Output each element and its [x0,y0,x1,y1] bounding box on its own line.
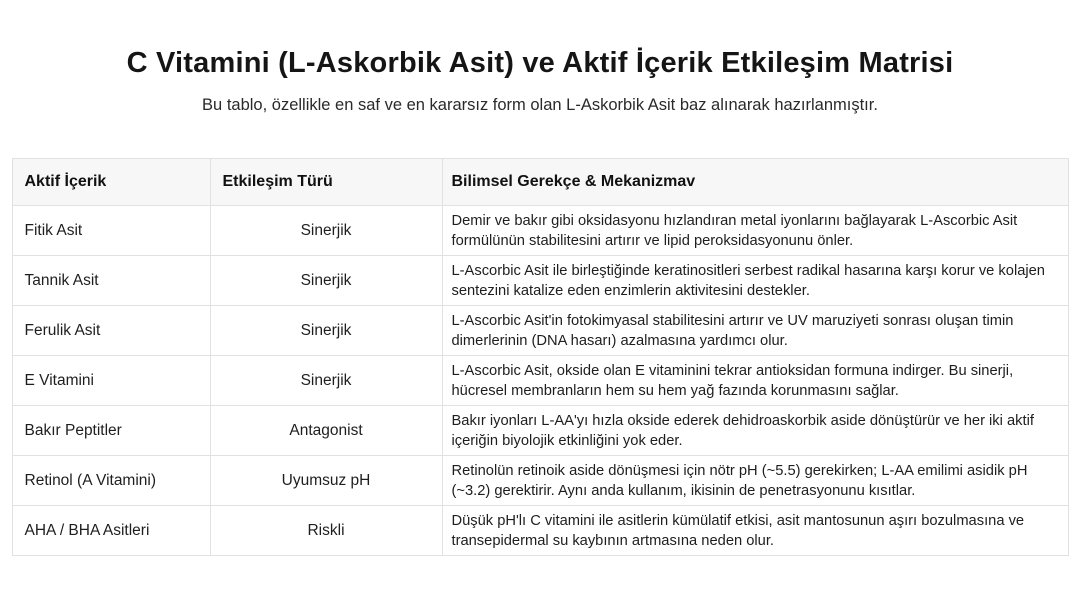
cell-ingredient: AHA / BHA Asitleri [12,506,210,556]
table-row [12,356,1068,406]
column-header-rationale: Bilimsel Gerekçe & Mekanizmav [442,159,1068,206]
cell-interaction: Sinerjik [210,356,442,406]
cell-interaction: Riskli [210,506,442,556]
cell-ingredient: Bakır Peptitler [12,406,210,456]
cell-ingredient: Fitik Asit [12,206,210,256]
cell-rationale: L-Ascorbic Asit, okside olan E vitaminini tekrar antioksidan formuna indirger. Bu sinerji, hücresel membranların hem su hem yağ fazında korunmasını sağlar. [442,356,1068,406]
column-header-ingredient: Aktif İçerik [12,159,210,206]
cell-rationale: Retinolün retinoik aside dönüşmesi için nötr pH (~5.5) gerekirken; L-AA emilimi asidik pH (~3.2) gerektirir. Aynı anda kullanım, ikisinin de penetrasyonunu kısıtlar. [442,456,1068,506]
cell-ingredient: E Vitamini [12,356,210,406]
page-title: C Vitamini (L-Askorbik Asit) ve Aktif İçerik Etkileşim Matrisi [126,47,954,79]
cell-rationale: Demir ve bakır gibi oksidasyonu hızlandıran metal iyonlarını bağlayarak L-Ascorbic Asit formülünün stabilitesini artırır ve lipid peroksidasyonunu önler. [442,206,1068,256]
table-row [12,406,1068,456]
cell-ingredient: Retinol (A Vitamini) [12,456,210,506]
cell-rationale: L-Ascorbic Asit'in fotokimyasal stabilitesini artırır ve UV maruziyeti sonrası oluşan timin dimerlerinin (DNA hasarı) azalmasına yardımcı olur. [442,306,1068,356]
cell-rationale: L-Ascorbic Asit ile birleştiğinde keratinositleri serbest radikal hasarına karşı korur ve kolajen sentezini katalize eden enzimlerin aktivitesini destekler. [442,256,1068,306]
column-header-interaction: Etkileşim Türü [210,159,442,206]
table-row [12,506,1068,556]
table-header-row [12,159,1068,206]
cell-interaction: Sinerjik [210,206,442,256]
cell-ingredient: Ferulik Asit [12,306,210,356]
cell-ingredient: Tannik Asit [12,256,210,306]
cell-rationale: Düşük pH'lı C vitamini ile asitlerin kümülatif etkisi, asit mantosunun aşırı bozulmasına ve transepidermal su kaybının artmasına neden olur. [442,506,1068,556]
table-row [12,306,1068,356]
cell-interaction: Antagonist [210,406,442,456]
page-subtitle: Bu tablo, özellikle en saf ve en kararsız form olan L-Askorbik Asit baz alınarak hazırlanmıştır. [202,96,878,114]
cell-interaction: Sinerjik [210,306,442,356]
table-row [12,456,1068,506]
cell-interaction: Uyumsuz pH [210,456,442,506]
table-row [12,256,1068,306]
cell-interaction: Sinerjik [210,256,442,306]
table-row [12,206,1068,256]
interaction-matrix-table [12,158,1069,556]
cell-rationale: Bakır iyonları L-AA'yı hızla okside ederek dehidroaskorbik aside dönüştürür ve her iki aktif içeriğin biyolojik etkinliğini yok eder. [442,406,1068,456]
